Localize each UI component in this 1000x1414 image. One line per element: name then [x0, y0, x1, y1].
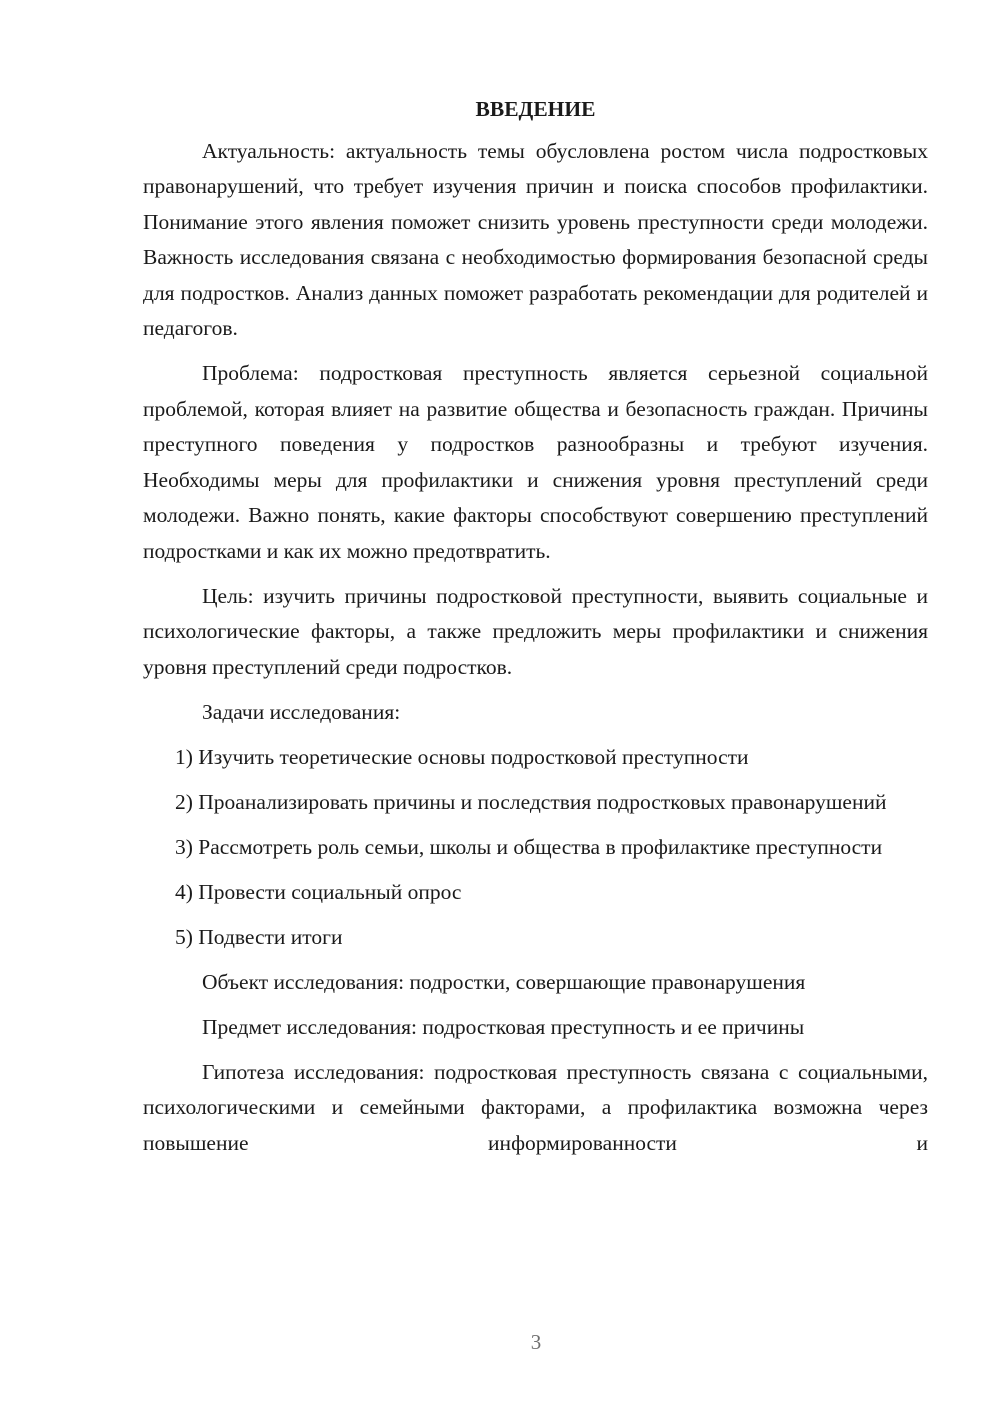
- task-item-2: 2) Проанализировать причины и последствия подростковых правонарушений: [175, 789, 887, 814]
- paragraph-problem: Проблема: подростковая преступность является серьезной социальной проблемой, которая влияет на развитие общества и безопасность граждан. Причины преступного поведения у подростков разнообразны и требуют изучения. Необходимы меры для профилактики и снижения уровня преступлений среди молодежи. Важно понять, какие факторы способствуют совершению преступлений подростками и как их можно предотвратить.: [143, 361, 928, 563]
- task-item-5: 5) Подвести итоги: [175, 924, 343, 949]
- document-page: [143, 92, 928, 1171]
- paragraph-object: Объект исследования: подростки, совершающие правонарушения: [202, 969, 806, 994]
- paragraph-subject: Предмет исследования: подростковая преступность и ее причины: [202, 1014, 805, 1039]
- task-item-3: 3) Рассмотреть роль семьи, школы и общества в профилактике преступности: [175, 834, 883, 859]
- task-item-1: 1) Изучить теоретические основы подростковой преступности: [175, 744, 749, 769]
- tasks-heading: Задачи исследования:: [202, 699, 401, 724]
- paragraph-goal: Цель: изучить причины подростковой преступности, выявить социальные и психологические факторы, а также предложить меры профилактики и снижения уровня преступлений среди подростков.: [143, 583, 928, 679]
- section-title: ВВЕДЕНИЕ: [475, 97, 596, 121]
- paragraph-hypothesis: Гипотеза исследования: подростковая преступность связана с социальными, психологическими и семейными факторами, а профилактика возможна через повышение информированности и: [143, 1059, 928, 1155]
- task-item-4: 4) Провести социальный опрос: [175, 879, 462, 904]
- page-number: 3: [530, 1330, 542, 1354]
- paragraph-relevance: Актуальность: актуальность темы обусловлена ростом числа подростковых правонарушений, что требует изучения причин и поиска способов профилактики. Понимание этого явления поможет снизить уровень преступности среди молодежи. Важность исследования связана с необходимостью формирования безопасной среды для подростков. Анализ данных поможет разработать рекомендации для родителей и педагогов.: [143, 138, 928, 340]
